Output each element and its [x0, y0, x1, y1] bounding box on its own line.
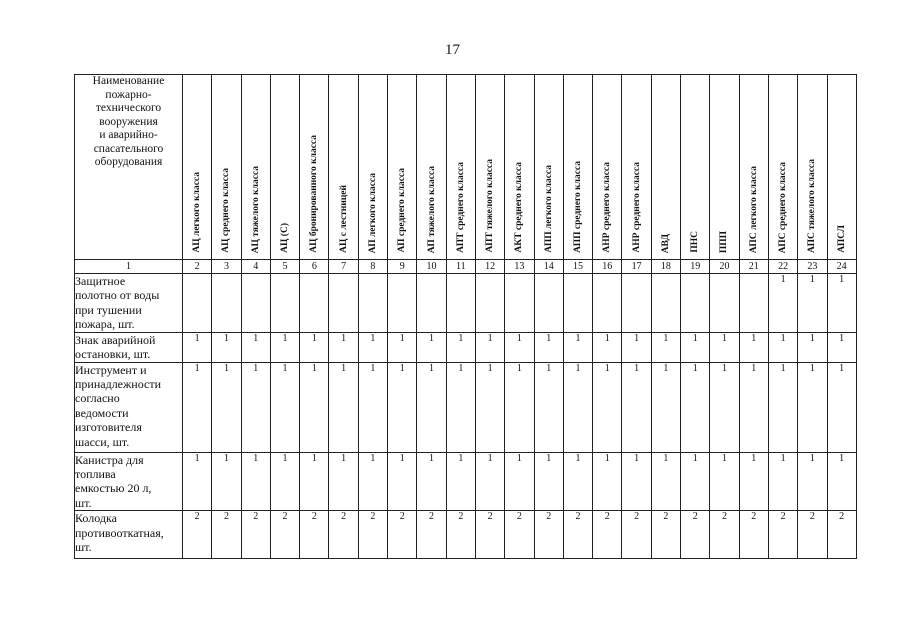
table-cell: 1 [710, 332, 739, 362]
page-number: 17 [445, 42, 460, 58]
column-number: 10 [417, 260, 446, 274]
column-header-label: ППП [719, 230, 730, 253]
table-cell: 1 [300, 452, 329, 511]
table-cell: 2 [710, 511, 739, 559]
column-header-label: АПС тяжелого класса [807, 158, 818, 253]
column-number: 5 [270, 260, 299, 274]
table-cell [212, 274, 241, 333]
table-body [75, 75, 857, 559]
name-header-line: вооружения [99, 115, 158, 128]
item-name-line: принадлежности [75, 377, 162, 392]
column-header [534, 75, 563, 260]
header-row [75, 75, 857, 260]
column-number: 6 [300, 260, 329, 274]
table-cell: 1 [183, 362, 212, 452]
table-cell: 1 [710, 452, 739, 511]
table-cell: 1 [388, 362, 417, 452]
table-cell: 2 [505, 511, 534, 559]
item-name-line: согласно [75, 391, 120, 406]
table-cell: 1 [505, 362, 534, 452]
table-cell: 1 [270, 452, 299, 511]
table-cell: 2 [329, 511, 358, 559]
column-number: 22 [768, 260, 797, 274]
table-cell [270, 274, 299, 333]
item-name-line: при тушении [75, 302, 142, 317]
column-header [183, 75, 212, 260]
column-number: 1 [75, 260, 183, 274]
column-number: 8 [358, 260, 387, 274]
table-cell: 2 [534, 511, 563, 559]
column-header [212, 75, 241, 260]
item-name-line: полотно от воды [75, 288, 160, 303]
table-cell: 1 [534, 452, 563, 511]
table-cell: 2 [651, 511, 680, 559]
table-cell [651, 274, 680, 333]
column-header-label: АЦ тяжелого класса [250, 165, 261, 253]
column-number: 24 [827, 260, 856, 274]
table-cell: 1 [329, 362, 358, 452]
column-header-label: АПС среднего класса [778, 161, 789, 253]
table-row [75, 511, 857, 559]
table-row [75, 332, 857, 362]
column-number: 18 [651, 260, 680, 274]
table-cell [446, 274, 475, 333]
table-cell: 2 [446, 511, 475, 559]
column-number: 19 [681, 260, 710, 274]
table-cell: 2 [388, 511, 417, 559]
column-header [329, 75, 358, 260]
table-cell: 1 [358, 332, 387, 362]
column-number-row [75, 260, 857, 274]
table-cell: 1 [505, 452, 534, 511]
column-header-label: АНР среднего класса [631, 162, 642, 253]
column-header-label: АЦ среднего класса [221, 168, 232, 253]
table-cell: 1 [270, 362, 299, 452]
table-cell: 1 [241, 332, 270, 362]
table-cell: 1 [827, 452, 856, 511]
table-cell [739, 274, 768, 333]
column-header [270, 75, 299, 260]
table-cell: 1 [651, 332, 680, 362]
column-header-label: АПТ тяжелого класса [485, 159, 496, 253]
table-cell: 1 [241, 362, 270, 452]
column-header [827, 75, 856, 260]
column-header-label: АНР среднего класса [602, 162, 613, 253]
column-header [651, 75, 680, 260]
table-cell: 2 [827, 511, 856, 559]
column-header-label: АП тяжелого класса [426, 165, 437, 253]
column-header [417, 75, 446, 260]
table-cell: 1 [593, 362, 622, 452]
name-column-header [75, 75, 183, 260]
table-cell: 1 [270, 332, 299, 362]
item-name-line: емкостью 20 л, [75, 481, 152, 496]
table-cell [241, 274, 270, 333]
column-number: 7 [329, 260, 358, 274]
table-cell: 1 [739, 452, 768, 511]
column-header-label: АЦ с лестницей [338, 185, 349, 253]
table-cell [300, 274, 329, 333]
table-cell: 1 [358, 362, 387, 452]
table-cell: 1 [622, 452, 651, 511]
table-cell: 1 [798, 332, 827, 362]
table-cell [534, 274, 563, 333]
column-header [358, 75, 387, 260]
table-cell: 1 [681, 332, 710, 362]
table-cell: 1 [241, 452, 270, 511]
column-number: 13 [505, 260, 534, 274]
name-header-line: Наименование [92, 75, 165, 87]
table-cell: 1 [798, 362, 827, 452]
column-header [446, 75, 475, 260]
name-header-line: спасательного [93, 142, 164, 155]
table-cell: 1 [475, 362, 504, 452]
table-cell: 1 [212, 332, 241, 362]
column-header-label: АП легкого класса [367, 172, 378, 253]
table-cell: 1 [768, 274, 797, 333]
table-cell: 2 [270, 511, 299, 559]
item-name [75, 332, 183, 362]
column-number: 9 [388, 260, 417, 274]
table-cell: 2 [475, 511, 504, 559]
column-header [798, 75, 827, 260]
item-name [75, 362, 183, 452]
table-cell [475, 274, 504, 333]
table-cell: 1 [827, 332, 856, 362]
item-name [75, 452, 183, 511]
table-cell [681, 274, 710, 333]
column-header-label: АПСЛ [836, 225, 847, 253]
column-header-label: АПП легкого класса [543, 165, 554, 253]
table-cell: 2 [417, 511, 446, 559]
table-cell [417, 274, 446, 333]
table-cell: 1 [798, 274, 827, 333]
table-cell: 1 [798, 452, 827, 511]
item-name-line: Знак аварийной [75, 332, 156, 347]
table-cell: 1 [681, 452, 710, 511]
table-cell: 1 [417, 452, 446, 511]
table-row [75, 362, 857, 452]
item-name-line: шасси, шт. [75, 434, 130, 449]
item-name-line: Колодка [75, 511, 117, 526]
table-row [75, 452, 857, 511]
table-cell: 1 [300, 332, 329, 362]
table-cell [388, 274, 417, 333]
item-name [75, 511, 183, 559]
table-cell [563, 274, 592, 333]
table-cell: 1 [563, 452, 592, 511]
item-name-line: противооткатная, [75, 525, 164, 540]
table-cell [593, 274, 622, 333]
table-cell: 2 [768, 511, 797, 559]
column-number: 14 [534, 260, 563, 274]
table-cell: 1 [593, 452, 622, 511]
column-header-label: ПНС [690, 231, 701, 253]
column-header [563, 75, 592, 260]
column-number: 15 [563, 260, 592, 274]
table-cell: 1 [183, 332, 212, 362]
table-cell: 1 [827, 274, 856, 333]
column-header-label: АЦ легкого класса [192, 172, 203, 253]
column-number: 11 [446, 260, 475, 274]
table-cell [358, 274, 387, 333]
column-header [622, 75, 651, 260]
table-cell: 1 [622, 332, 651, 362]
table-cell: 2 [739, 511, 768, 559]
table-cell: 1 [534, 332, 563, 362]
column-number: 12 [475, 260, 504, 274]
item-name-line: Канистра для [75, 452, 144, 467]
column-number: 21 [739, 260, 768, 274]
item-name-line: Инструмент и [75, 362, 147, 377]
table-cell: 1 [768, 332, 797, 362]
column-header-label: АПС легкого класса [748, 165, 759, 253]
item-name-line: пожара, шт. [75, 317, 135, 332]
table-cell: 1 [563, 362, 592, 452]
table-cell: 1 [183, 452, 212, 511]
item-name-line: ведомости [75, 405, 129, 420]
table-cell: 1 [651, 362, 680, 452]
item-name-line: шт. [75, 495, 92, 510]
column-number: 4 [241, 260, 270, 274]
table-cell: 1 [768, 452, 797, 511]
column-number: 20 [710, 260, 739, 274]
table-cell [622, 274, 651, 333]
name-header-line: пожарно- [105, 88, 152, 101]
table-cell: 2 [241, 511, 270, 559]
table-cell: 2 [563, 511, 592, 559]
equipment-table [74, 74, 857, 559]
column-header-label: АВД [660, 233, 671, 253]
name-header-line: оборудования [94, 156, 163, 168]
column-header [739, 75, 768, 260]
table-cell: 2 [183, 511, 212, 559]
column-header [681, 75, 710, 260]
item-name-line: шт. [75, 540, 92, 555]
column-number: 23 [798, 260, 827, 274]
table-cell: 1 [475, 332, 504, 362]
item-name-line: изготовителя [75, 420, 142, 435]
table-cell: 2 [358, 511, 387, 559]
table-cell: 1 [329, 452, 358, 511]
table-cell: 2 [622, 511, 651, 559]
table-cell [505, 274, 534, 333]
table-cell [183, 274, 212, 333]
table-cell: 1 [505, 332, 534, 362]
column-header-label: АКТ среднего класса [514, 162, 525, 253]
table-cell: 1 [475, 452, 504, 511]
column-header [593, 75, 622, 260]
table-cell: 1 [739, 332, 768, 362]
column-number: 3 [212, 260, 241, 274]
table-cell: 1 [534, 362, 563, 452]
column-header [768, 75, 797, 260]
name-header-line: технического [95, 102, 162, 114]
column-number: 17 [622, 260, 651, 274]
table-cell: 1 [212, 452, 241, 511]
table-cell: 1 [710, 362, 739, 452]
table-cell: 1 [388, 452, 417, 511]
table-cell: 2 [798, 511, 827, 559]
table-cell: 1 [768, 362, 797, 452]
column-header-label: АЦ бронированного класса [309, 135, 320, 253]
table-cell: 1 [446, 452, 475, 511]
column-header [505, 75, 534, 260]
column-header [475, 75, 504, 260]
column-header [300, 75, 329, 260]
column-header [710, 75, 739, 260]
table-cell: 1 [388, 332, 417, 362]
column-header-label: АЦ (С) [280, 223, 291, 253]
table-row [75, 274, 857, 333]
table-cell: 1 [300, 362, 329, 452]
table-cell: 1 [681, 362, 710, 452]
table-cell: 1 [827, 362, 856, 452]
table-cell [329, 274, 358, 333]
table-cell [710, 274, 739, 333]
table-cell: 1 [446, 332, 475, 362]
table-cell: 2 [300, 511, 329, 559]
table-cell: 2 [593, 511, 622, 559]
table-cell: 1 [212, 362, 241, 452]
table-cell: 1 [417, 332, 446, 362]
table-cell: 1 [358, 452, 387, 511]
table-cell: 1 [593, 332, 622, 362]
table-cell: 2 [681, 511, 710, 559]
item-name-line: Защитное [75, 274, 126, 288]
table-cell: 1 [446, 362, 475, 452]
item-name [75, 274, 183, 333]
column-header-label: АПП среднего класса [573, 161, 583, 253]
column-header [241, 75, 270, 260]
table-cell: 1 [651, 452, 680, 511]
table-cell: 1 [329, 332, 358, 362]
column-number: 2 [183, 260, 212, 274]
table-cell: 2 [212, 511, 241, 559]
table-cell: 1 [563, 332, 592, 362]
name-header-line: и аварийно- [99, 129, 158, 141]
item-name-line: остановки, шт. [75, 347, 151, 362]
column-header-label: АПТ среднего класса [455, 162, 466, 253]
column-header [388, 75, 417, 260]
table-cell: 1 [739, 362, 768, 452]
table-cell: 1 [417, 362, 446, 452]
table-cell: 1 [622, 362, 651, 452]
column-number: 16 [593, 260, 622, 274]
column-header-label: АП среднего класса [397, 168, 408, 253]
item-name-line: топлива [75, 467, 116, 482]
